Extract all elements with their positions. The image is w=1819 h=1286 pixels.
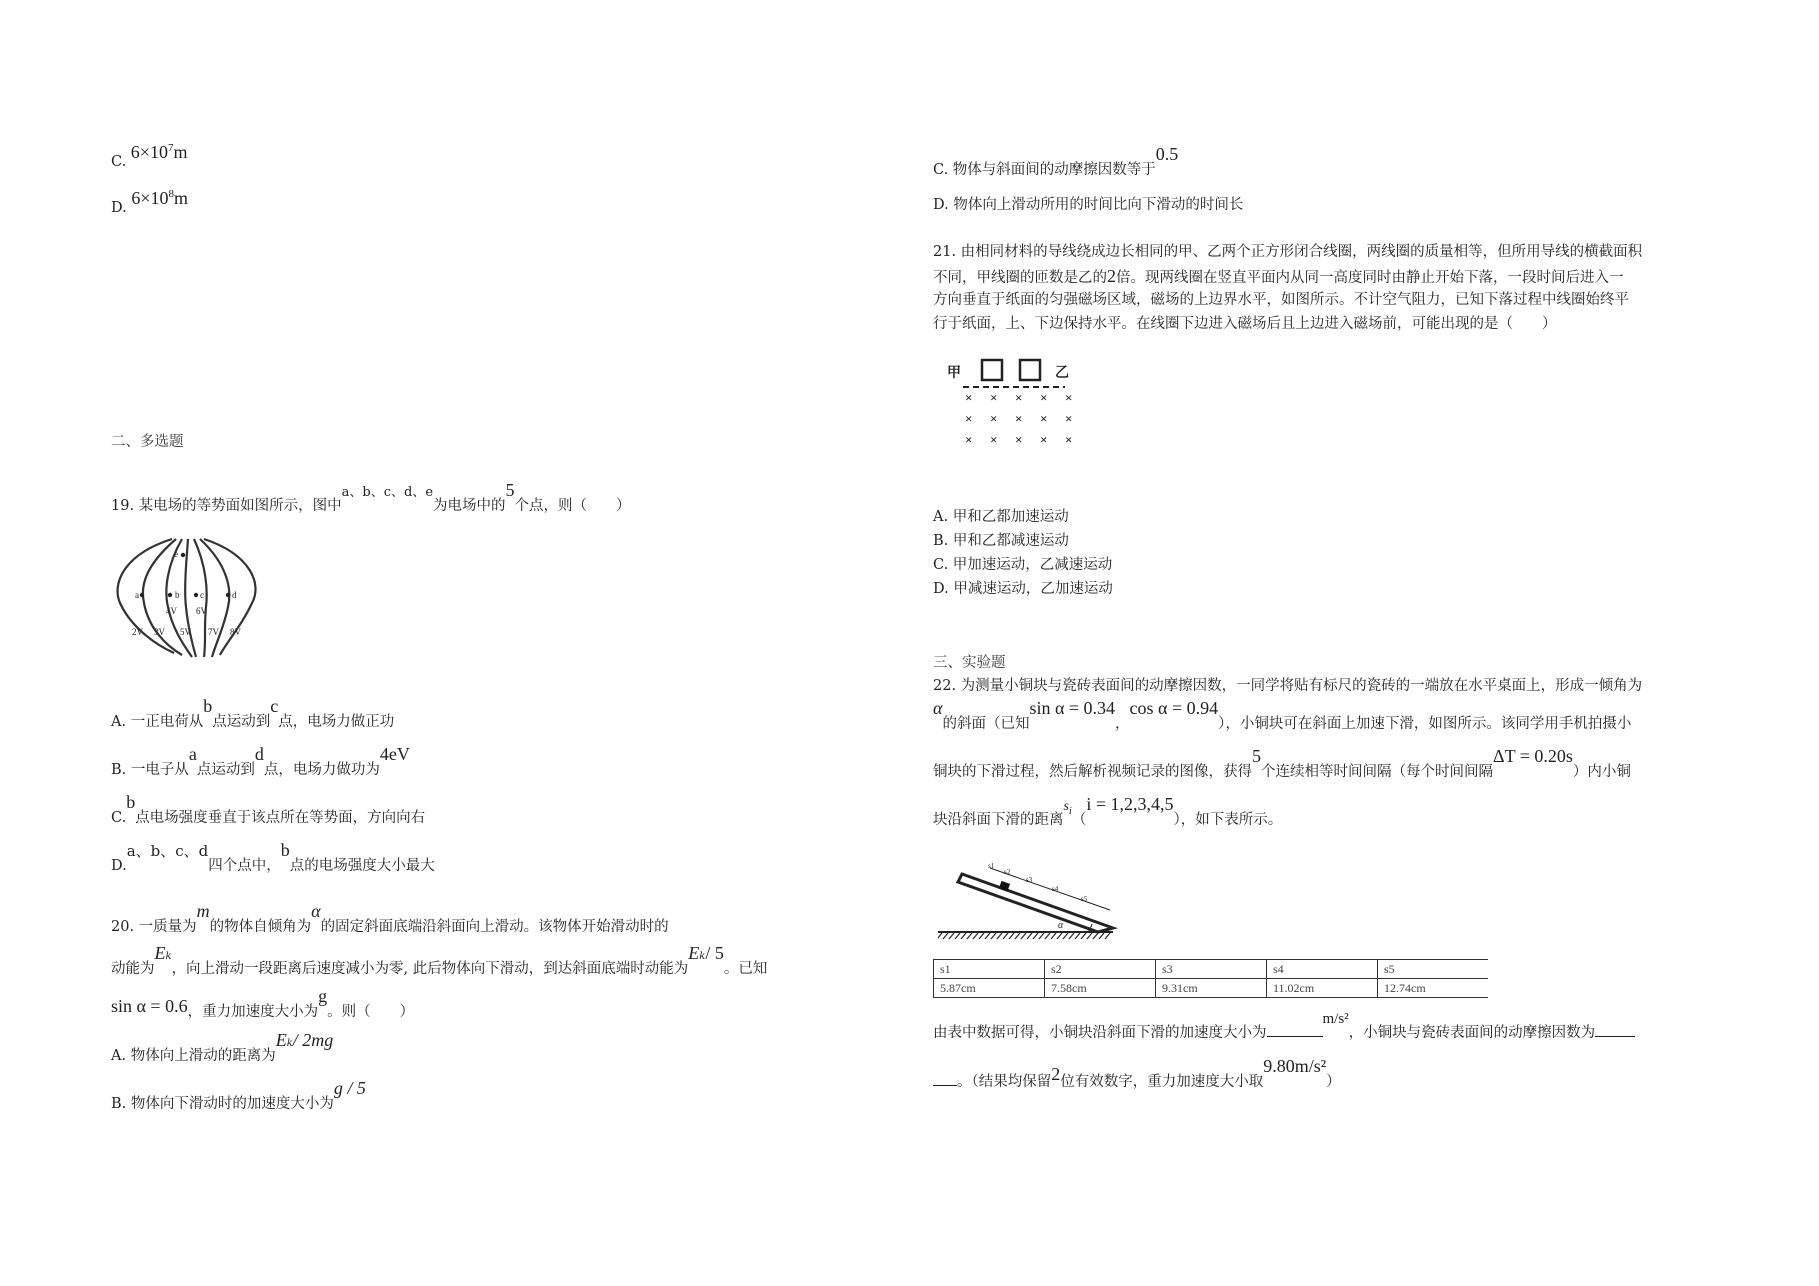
field-cross-mark: × [990,432,998,447]
hatch-mark [1063,933,1068,939]
label-5v: 5V [180,627,191,637]
answer-blank-acceleration[interactable] [1267,1022,1323,1037]
field-cross-mark: × [1015,390,1023,405]
q19-option-b[interactable]: B. 一电子从a点运动到d点，电场力做功为4eV [111,744,410,778]
question-22-line6: 。（结果均保留2位有效数字，重力加速度大小取9.80m/s²） [933,1070,1341,1092]
equipotential-figure [112,535,262,660]
field-cross-mark: × [1040,411,1048,426]
option-label: D. [111,200,127,216]
label-8v: 8V [230,627,241,637]
point-c [194,593,198,597]
hatch-mark [1057,933,1062,939]
hatch-mark [961,933,966,939]
s2-label: s2 [1004,868,1011,876]
math-expression: $6\times 10^8m$ [131,188,188,208]
hatch-mark [1075,933,1080,939]
coil-label-yi: 乙 [1055,365,1069,381]
coil-label-jia: 甲 [947,365,961,381]
question-20-line1: 20. 一质量为m的物体自倾角为α的固定斜面底端沿斜面向上滑动。该物体开始滑动时的 [111,901,669,935]
q21-option-b[interactable]: B. 甲和乙都减速运动 [933,533,1069,549]
field-cross-mark: × [1040,390,1048,405]
question-21-line2: 不同，甲线圈的匝数是乙的2倍。现两线圈在竖直平面内从同一高度同时由静止开始下落，一段时间后进入一 [933,266,1624,286]
hatch-mark [973,933,978,939]
q19-option-c[interactable]: C.b点电场强度垂直于该点所在等势面，方向向右 [111,792,426,826]
field-cross-mark: × [990,390,998,405]
q20-option-b[interactable]: B. 物体向下滑动时的加速度大小为g / 5 [111,1078,366,1112]
hatch-mark [1069,933,1074,939]
label-a: a [135,590,139,600]
option-c-line [111,142,188,173]
math-expression: $6\times 10^7m$ [130,142,188,162]
hatch-mark [1105,933,1110,939]
coil-jia [982,360,1002,380]
question-21-line4: 行于纸面，上、下边保持水平。在线圈下边进入磁场后且上边进入磁场前，可能出现的是（ ） [933,316,1557,332]
q20-option-c[interactable]: C. 物体与斜面间的动摩擦因数等于0.5 [933,144,1179,178]
hatch-mark [943,933,948,939]
field-cross-mark: × [1065,432,1073,447]
hatch-mark [1093,933,1098,939]
hatch-mark [985,933,990,939]
field-cross-mark: × [1065,411,1073,426]
label-6v: 6V [196,606,207,616]
answer-blank-friction-part1[interactable] [1595,1022,1635,1037]
option-d-line [111,188,188,219]
table-header-cell: s4 [1267,960,1378,979]
hatch-mark [1027,933,1032,939]
section-title-multiple-choice: 二、多选题 [111,434,184,450]
table-row [934,979,1489,998]
hatch-mark [997,933,1002,939]
q21-option-d[interactable]: D. 甲减速运动，乙加速运动 [933,581,1113,597]
hatch-mark [1081,933,1086,939]
label-2v: 2V [132,627,143,637]
q20-option-a[interactable]: A. 物体向上滑动的距离为$E^k/$ 2mg [111,1030,334,1064]
table-value-cell: 9.31cm [1156,979,1267,998]
point-b [168,593,172,597]
question-22-line1: 22. 为测量小铜块与瓷砖表面间的动摩擦因数，一同学将贴有标尺的瓷砖的一端放在水平桌面上，形成一倾角为 [933,678,1643,694]
question-22-line3: 铜块的下滑过程，然后解析视频记录的图像，获得5个连续相等时间间隔（每个时间间隔ΔT = 0.20s）内小铜 [933,746,1631,780]
s5-label: s5 [1081,895,1088,903]
question-20-line3: sin α = 0.6，重力加速度大小为g。则（ ） [111,986,415,1020]
label-3v: 3V [154,627,165,637]
hatch-mark [938,933,942,939]
hatch-mark [1021,933,1026,939]
field-cross-mark: × [965,432,973,447]
question-22-line2: α的斜面（已知sin α = 0.34，cos α = 0.94），小铜块可在斜面上加速下滑，如图所示。该同学用手机拍摄小 [933,698,1632,732]
table-header-cell: s2 [1045,960,1156,979]
distance-table [933,959,1488,998]
label-c: c [200,590,204,600]
coil-yi [1020,360,1040,380]
table-value-cell: 12.74cm [1378,979,1489,998]
hatch-mark [1009,933,1014,939]
point-a [140,593,144,597]
hatch-mark [1015,933,1020,939]
field-cross-mark: × [990,411,998,426]
label-d: d [232,590,237,600]
table-value-cell: 5.87cm [934,979,1045,998]
incline-figure [938,860,1118,940]
option-label: C. [111,154,127,170]
field-cross-mark: × [1015,432,1023,447]
hatch-mark [1099,933,1104,939]
q21-option-a[interactable]: A. 甲和乙都加速运动 [933,509,1069,525]
table-value-cell: 7.58cm [1045,979,1156,998]
hatch-mark [1051,933,1056,939]
q19-option-d[interactable]: D.a、b、c、d四个点中，b点的电场强度大小最大 [111,840,435,874]
hatch-mark [1087,933,1092,939]
question-21-line3: 方向垂直于纸面的匀强磁场区域，磁场的上边界水平，如图所示。不计空气阻力，已知下落过程中线圈始终平 [933,292,1629,308]
question-20-line2: 动能为$E^k$，向上滑动一段距离后速度减小为零, 此后物体向下滑动，到达斜面底端时动能为$E^k/$ 5。已知 [111,943,768,977]
point-d [226,593,230,597]
hatch-mark [979,933,984,939]
q19-option-a[interactable]: A. 一正电荷从b点运动到c点，电场力做正功 [111,696,395,730]
field-cross-mark: × [1040,432,1048,447]
hatch-mark [955,933,960,939]
field-cross-mark: × [1015,411,1023,426]
field-cross-mark: × [965,411,973,426]
q21-option-c[interactable]: C. 甲加速运动，乙减速运动 [933,557,1113,573]
hatch-mark [967,933,972,939]
coils-magnetic-field-figure [945,355,1075,455]
field-cross-mark: × [965,390,973,405]
question-21-line1: 21. 由相同材料的导线绕成边长相同的甲、乙两个正方形闭合线圈，两线圈的质量相等，但所用导线的横截面积 [933,244,1643,260]
label-4v: 4V [166,606,177,616]
hatch-mark [949,933,954,939]
table-header-cell: s1 [934,960,1045,979]
angle-label: α [1058,920,1064,931]
answer-blank-friction-part2[interactable] [933,1071,957,1086]
hatch-mark [991,933,996,939]
label-b: b [175,590,180,600]
hatch-mark [1039,933,1044,939]
question-22-line5: 由表中数据可得，小铜块沿斜面下滑的加速度大小为m/s²，小铜块与瓷砖表面间的动摩擦因数为 [933,1022,1635,1043]
hatch-mark [1033,933,1038,939]
table-header-cell: s3 [1156,960,1267,979]
hatch-mark [1045,933,1050,939]
table-header-cell: s5 [1378,960,1489,979]
hatch-mark [1003,933,1008,939]
q20-option-d[interactable]: D. 物体向上滑动所用的时间比向下滑动的时间长 [933,197,1244,213]
question-19-stem: 19. 某电场的等势面如图所示，图中a、b、c、d、e为电场中的5个点，则（ ） [111,480,631,514]
s3-label: s3 [1026,876,1033,884]
label-7v: 7V [208,627,219,637]
s4-label: s4 [1052,885,1059,893]
table-value-cell: 11.02cm [1267,979,1378,998]
label-e: e [174,549,178,559]
point-e [181,553,185,557]
question-22-line4: 块沿斜面下滑的距离$s^i(i = 1,2,3,4,5)$，如下表所示。 [933,794,1283,828]
table-row [934,960,1489,979]
section-title-experiment: 三、实验题 [933,655,1006,671]
field-cross-mark: × [1065,390,1073,405]
s1-label: s1 [988,862,995,870]
